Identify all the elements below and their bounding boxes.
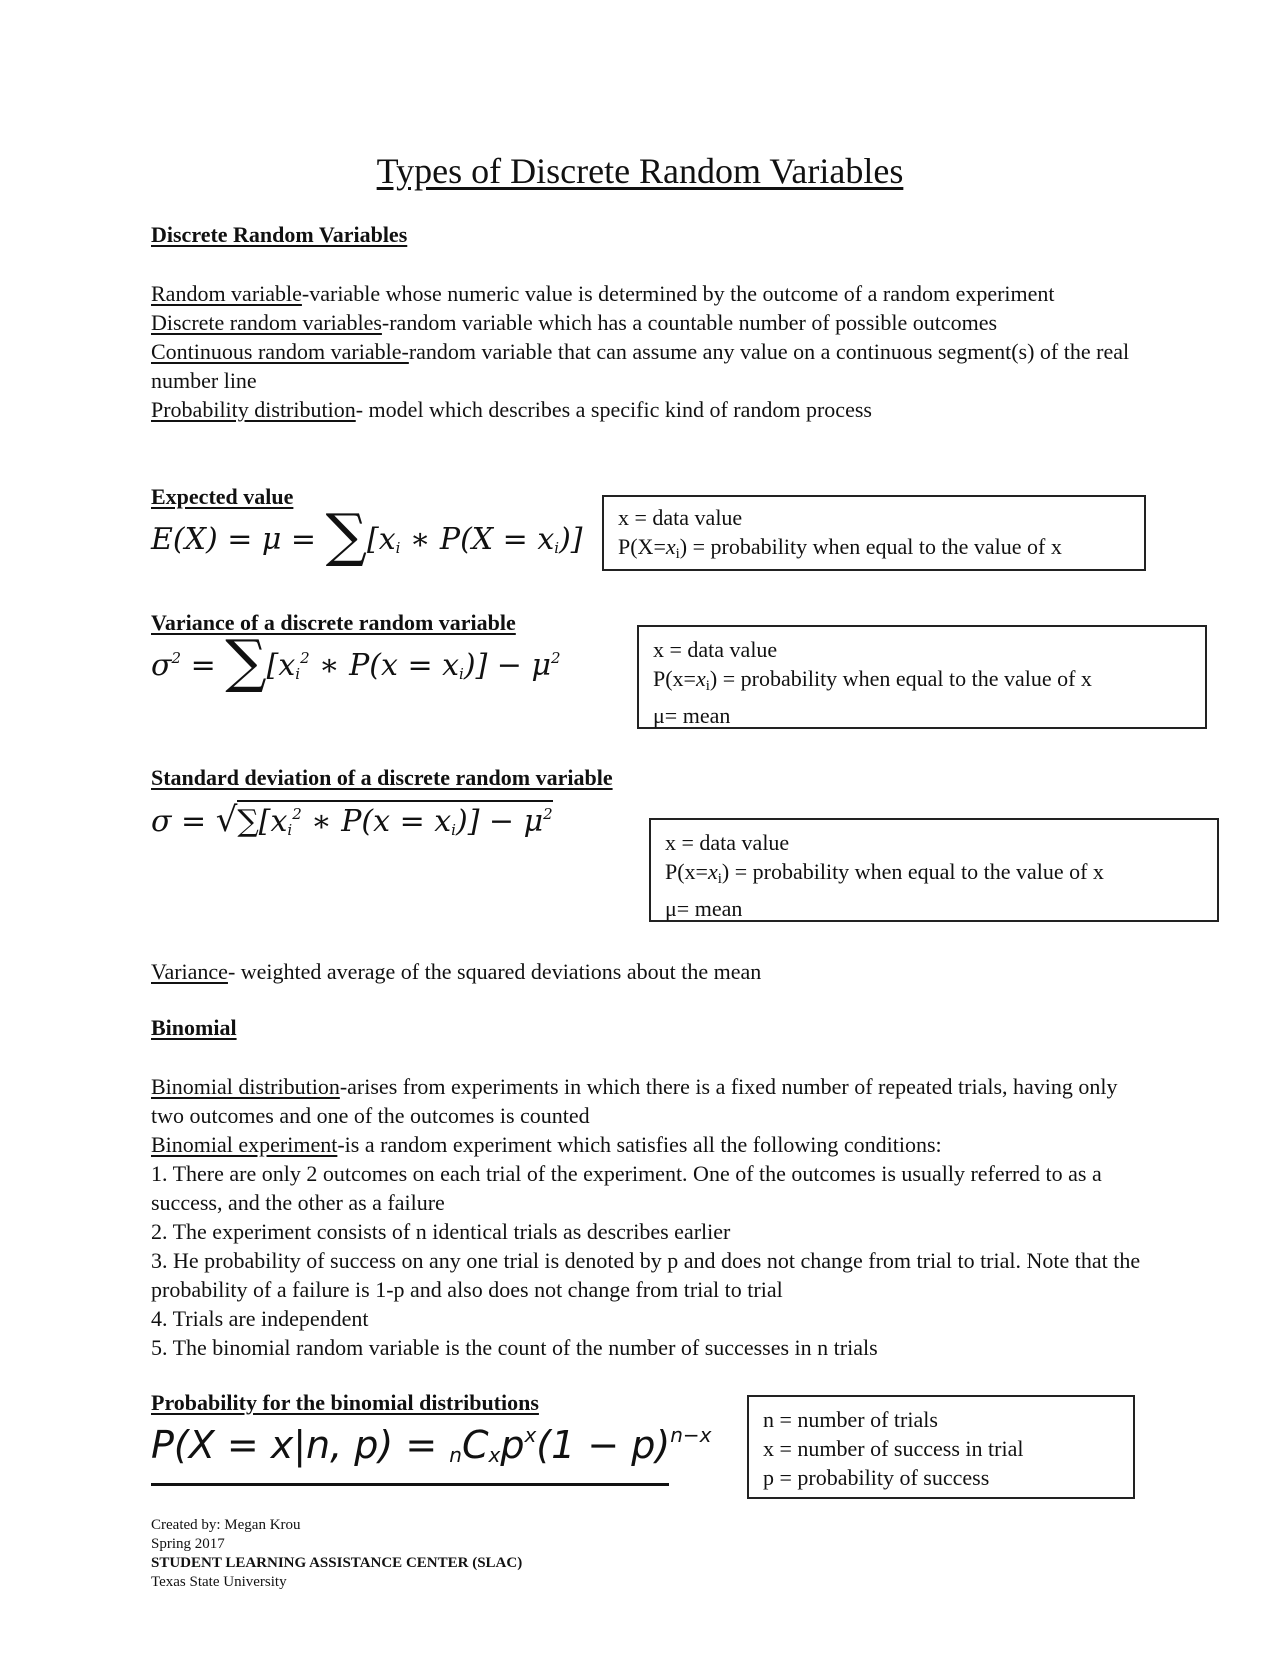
legend-text: ) = probability when equal to the value of x bbox=[721, 859, 1104, 884]
condition-item: 5. The binomial random variable is the count of the number of successes in n trials bbox=[151, 1335, 878, 1360]
term: Discrete random variables bbox=[151, 310, 382, 335]
variance-formula bbox=[151, 627, 561, 695]
variance-definition bbox=[151, 957, 1151, 986]
section-heading-expected-value: Expected value bbox=[151, 484, 294, 509]
definition-text: - model which describes a specific kind of random process bbox=[355, 397, 872, 422]
binomial-block bbox=[151, 1072, 1141, 1362]
subscript: i bbox=[705, 678, 710, 694]
definition-text: -is a random experiment which satisfies all the following conditions: bbox=[337, 1132, 942, 1157]
superscript: 2 bbox=[292, 805, 302, 823]
subscript: i bbox=[459, 665, 464, 683]
subscript: n bbox=[449, 1443, 462, 1467]
subscript: i bbox=[287, 821, 293, 839]
footer-center: STUDENT LEARNING ASSISTANCE CENTER (SLAC) bbox=[151, 1555, 523, 1571]
binomial-legend bbox=[747, 1395, 1135, 1499]
definition-text: - weighted average of the squared deviations about the mean bbox=[227, 959, 762, 984]
section-heading-discrete: Discrete Random Variables bbox=[151, 222, 408, 247]
formula-part: = bbox=[181, 648, 226, 683]
definition-text: -random variable which has a countable number of possible outcomes bbox=[381, 310, 998, 335]
section-heading-standard-deviation: Standard deviation of a discrete random variable bbox=[151, 765, 613, 790]
section-heading-binomial: Binomial bbox=[151, 1015, 237, 1040]
formula-part: ∑[x bbox=[237, 804, 288, 839]
footer-term: Spring 2017 bbox=[151, 1536, 225, 1552]
condition-item: 2. The experiment consists of n identical trials as describes earlier bbox=[151, 1219, 731, 1244]
formula-part: ∗ P(x = x bbox=[301, 804, 452, 839]
legend-line: x = data value bbox=[618, 505, 743, 530]
legend-line: μ= mean bbox=[665, 896, 743, 921]
definition-probability-distribution bbox=[151, 395, 1151, 424]
term: Random variable bbox=[151, 281, 302, 306]
section-heading-variance: Variance of a discrete random variable bbox=[151, 610, 516, 635]
footer bbox=[151, 1516, 522, 1592]
superscript: x bbox=[524, 1423, 537, 1447]
subscript: i bbox=[675, 546, 680, 562]
formula-part: E(X) = μ = bbox=[151, 522, 326, 557]
legend-var: x bbox=[707, 859, 718, 884]
subscript: i bbox=[295, 665, 301, 683]
term: Probability distribution bbox=[151, 397, 356, 422]
superscript: 2 bbox=[543, 805, 553, 823]
binomial-distribution-definition bbox=[151, 1072, 1141, 1130]
superscript: 2 bbox=[171, 649, 182, 667]
definition-continuous-random-variable bbox=[151, 337, 1151, 395]
section-heading-binomial-probability: Probability for the binomial distributions bbox=[151, 1390, 539, 1415]
standard-deviation-formula bbox=[151, 800, 553, 840]
term: Continuous random variable- bbox=[151, 339, 409, 364]
legend-text: P(x= bbox=[665, 859, 708, 884]
definition-discrete-random-variables bbox=[151, 308, 1151, 337]
formula-part: ∗ P(x = x bbox=[309, 648, 460, 683]
legend-text: P(X= bbox=[618, 534, 666, 559]
formula-part: P(X = x|n, p) = bbox=[151, 1423, 450, 1467]
legend-line: x = data value bbox=[665, 830, 790, 855]
legend-var: x bbox=[665, 534, 676, 559]
condition-item: 1. There are only 2 outcomes on each trial of the experiment. One of the outcomes is usually referred to as a success, and the other as a failure bbox=[151, 1161, 1102, 1215]
formula-part: σ = bbox=[151, 804, 216, 839]
subscript: i bbox=[395, 539, 401, 557]
superscript: 2 bbox=[550, 649, 561, 667]
variance-legend bbox=[637, 625, 1207, 729]
expected-value-legend bbox=[602, 495, 1146, 571]
legend-line: p = probability of success bbox=[763, 1465, 990, 1490]
superscript: 2 bbox=[300, 649, 310, 667]
legend-var: x bbox=[695, 666, 706, 691]
legend-line: x = number of success in trial bbox=[763, 1436, 1024, 1461]
formula-part: ∗ P(X = x bbox=[400, 522, 555, 557]
legend-line: n = number of trials bbox=[763, 1407, 938, 1432]
binomial-probability-formula bbox=[151, 1423, 712, 1467]
legend-text: ) = probability when equal to the value of x bbox=[709, 666, 1092, 691]
legend-line bbox=[618, 532, 1130, 569]
formula-part: )] − μ bbox=[463, 648, 551, 683]
formula-part: [x bbox=[266, 648, 296, 683]
footer-university: Texas State University bbox=[151, 1574, 287, 1590]
formula-part: C bbox=[461, 1423, 489, 1467]
binomial-experiment-definition bbox=[151, 1130, 1141, 1159]
definition-text: random variable that can assume any value on a continuous segment(s) of the real number line bbox=[151, 339, 1130, 393]
subscript: i bbox=[554, 539, 560, 557]
subscript: x bbox=[488, 1443, 501, 1467]
sigma-symbol: ∑ bbox=[325, 501, 367, 569]
subscript: i bbox=[717, 871, 722, 887]
sigma-symbol: ∑ bbox=[225, 627, 267, 695]
formula-underline bbox=[151, 1483, 669, 1486]
formula-part: )] bbox=[559, 522, 583, 557]
legend-line: x = data value bbox=[653, 637, 778, 662]
formula-part: )] − μ bbox=[455, 804, 544, 839]
subscript: i bbox=[451, 821, 456, 839]
definition-text: -arises from experiments in which there is a fixed number of repeated trials, having only two outcomes and one of the outcomes is counted bbox=[151, 1074, 1118, 1128]
legend-line: μ= mean bbox=[653, 703, 731, 728]
legend-line bbox=[665, 857, 1203, 894]
footer-author: Created by: Megan Krou bbox=[151, 1517, 301, 1533]
standard-deviation-legend bbox=[649, 818, 1219, 922]
formula-part: σ bbox=[151, 648, 172, 683]
formula-part: p bbox=[500, 1423, 525, 1467]
definition-text: -variable whose numeric value is determined by the outcome of a random experiment bbox=[301, 281, 1055, 306]
square-root-symbol: √ bbox=[215, 800, 238, 840]
term: Binomial experiment bbox=[151, 1132, 338, 1157]
formula-part: (1 − p) bbox=[536, 1423, 671, 1467]
term: Variance bbox=[151, 959, 228, 984]
formula-part: [x bbox=[367, 522, 396, 557]
page-title: Types of Discrete Random Variables bbox=[376, 151, 904, 191]
expected-value-formula bbox=[151, 501, 583, 569]
legend-text: P(x= bbox=[653, 666, 696, 691]
legend-text: ) = probability when equal to the value of x bbox=[679, 534, 1062, 559]
definitions-block bbox=[151, 279, 1151, 424]
superscript: n−x bbox=[670, 1423, 712, 1447]
condition-item: 4. Trials are independent bbox=[151, 1306, 369, 1331]
radicand bbox=[237, 800, 552, 839]
condition-item: 3. He probability of success on any one trial is denoted by p and does not change from trial to trial. Note that the probability of a failure is 1-p and also does not change from trial to trial bbox=[151, 1248, 1141, 1302]
definition-random-variable bbox=[151, 279, 1151, 308]
term: Binomial distribution bbox=[151, 1074, 340, 1099]
legend-line bbox=[653, 664, 1191, 701]
